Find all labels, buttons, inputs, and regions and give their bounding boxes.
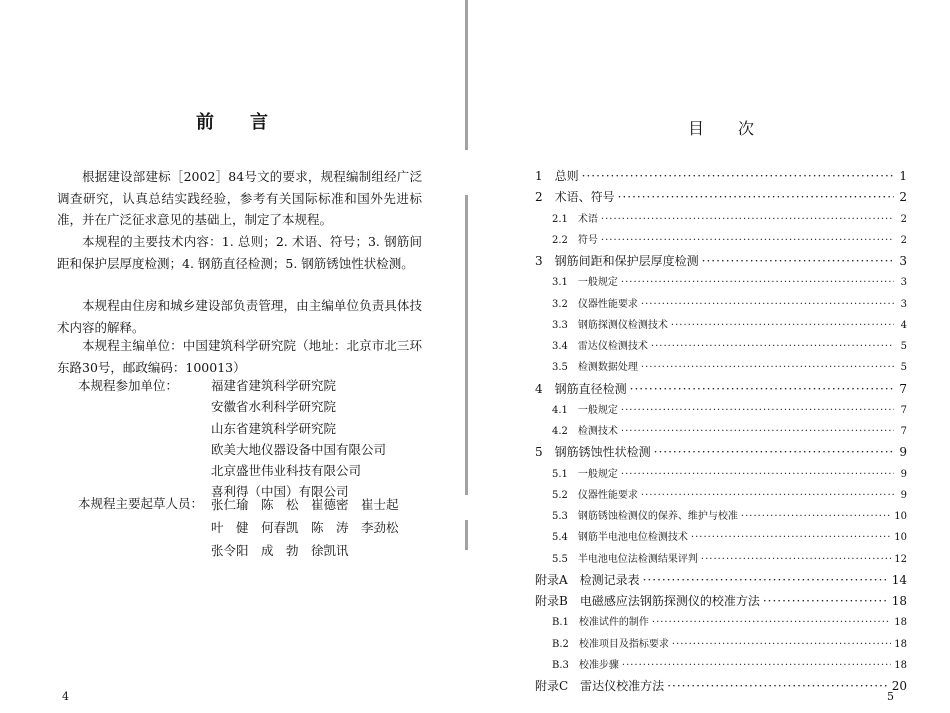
toc-entry-page: 14 bbox=[891, 572, 907, 587]
toc-entry[interactable] bbox=[535, 167, 907, 188]
preface-title: 前言 bbox=[196, 112, 304, 133]
toc-leader-dots bbox=[621, 405, 894, 416]
toc-entry-label: 5 钢筋锈蚀性状检测 bbox=[535, 445, 651, 460]
toc-entry-page: 18 bbox=[894, 617, 907, 629]
toc-leader-dots bbox=[654, 445, 894, 459]
toc-entry[interactable] bbox=[535, 507, 907, 528]
toc-entry[interactable] bbox=[535, 592, 907, 613]
toc-entry[interactable] bbox=[535, 443, 907, 464]
toc-entry[interactable] bbox=[535, 401, 907, 422]
toc-entry[interactable] bbox=[535, 231, 907, 252]
toc-entry-label: B.2 校准项目及指标要求 bbox=[552, 638, 669, 650]
toc-entry-label: 5.2 仪器性能要求 bbox=[552, 489, 638, 501]
toc-leader-dots bbox=[630, 382, 894, 396]
toc-entry-label: 4.1 一般规定 bbox=[552, 404, 618, 416]
toc-leader-dots bbox=[691, 532, 891, 543]
preface-paragraph: 本规程主编单位：中国建筑科学研究院（地址：北京市北三环东路30号，邮政编码：100013） bbox=[57, 338, 422, 375]
toc-entry-label: 5.1 一般规定 bbox=[552, 468, 618, 480]
participants-label-text: 本规程参加单位： bbox=[78, 378, 179, 393]
toc-entry-label: 3.5 检测数据处理 bbox=[552, 362, 638, 374]
toc-entry-label: 4 钢筋直径检测 bbox=[535, 381, 627, 396]
participant-unit: 喜利得（中国）有限公司 bbox=[211, 484, 349, 500]
toc-entry-label: 3.4 雷达仪检测技术 bbox=[552, 341, 648, 352]
toc-entry[interactable] bbox=[535, 635, 907, 656]
toc-entry-page: 5 bbox=[900, 341, 907, 352]
toc-entry[interactable] bbox=[535, 677, 907, 698]
toc-entry[interactable] bbox=[535, 550, 907, 571]
toc-entry[interactable] bbox=[535, 188, 907, 209]
toc-entry-page: 9 bbox=[900, 468, 907, 480]
toc-entry[interactable] bbox=[535, 422, 907, 443]
toc-entry-label: 2.1 术语 bbox=[552, 213, 598, 225]
toc-entry-page: 10 bbox=[894, 532, 907, 544]
toc-entry-label: 附录A 检测记录表 bbox=[535, 572, 640, 587]
toc-leader-dots bbox=[621, 426, 894, 437]
toc-entry-page: 2 bbox=[900, 234, 907, 246]
toc-entry[interactable] bbox=[535, 316, 907, 337]
toc-entry-label: 3 钢筋间距和保护层厚度检测 bbox=[535, 254, 699, 268]
toc-leader-dots bbox=[667, 679, 889, 693]
toc-entry-page: 9 bbox=[900, 489, 907, 501]
toc-entry[interactable] bbox=[535, 252, 907, 273]
toc-leader-dots bbox=[641, 362, 894, 373]
preface-paragraph: 本规程的主要技术内容：1. 总则；2. 术语、符号；3. 钢筋间距和保护层厚度检测；4. 钢筋直径检测；5. 钢筋锈蚀性状检测。 bbox=[57, 234, 422, 271]
toc-entry-label: 3.3 钢筋探测仪检测技术 bbox=[552, 319, 668, 331]
toc-entry-label: 1 总则 bbox=[535, 169, 579, 183]
toc-entry-page: 18 bbox=[894, 659, 907, 671]
participants-label bbox=[78, 375, 178, 396]
toc-entry[interactable] bbox=[535, 337, 907, 358]
page-number-right: 5 bbox=[887, 690, 894, 703]
toc-entry-page: 10 bbox=[894, 511, 907, 522]
toc-entry[interactable] bbox=[535, 273, 907, 294]
toc-entry-page: 7 bbox=[900, 426, 907, 437]
preface-paragraph: 根据建设部建标［2002］84号文的要求，规程编制组经广泛调查研究，认真总结实践经验，参考有关国际标准和国外先进标准，并在广泛征求意见的基础上，制定了本规程。 bbox=[57, 169, 422, 227]
toc-entry-label: 3.2 仪器性能要求 bbox=[552, 298, 638, 310]
drafter-line: 张令阳 成 勃 徐凯讯 bbox=[211, 543, 349, 558]
toc-entry[interactable] bbox=[535, 465, 907, 486]
toc-entry-label: B.1 校准试件的制作 bbox=[552, 617, 649, 629]
toc-leader-dots bbox=[643, 573, 889, 587]
toc-entry-page: 7 bbox=[899, 381, 907, 396]
toc-leader-dots bbox=[601, 235, 894, 246]
toc-entry-page: 12 bbox=[894, 553, 907, 565]
page-number-left: 4 bbox=[62, 690, 69, 703]
toc-entry-page: 3 bbox=[900, 277, 907, 289]
toc-entry-page: 2 bbox=[900, 213, 907, 225]
toc-entry-label: 附录B 电磁感应法钢筋探测仪的校准方法 bbox=[535, 594, 760, 608]
toc-entry[interactable] bbox=[535, 528, 907, 549]
table-of-contents bbox=[535, 167, 907, 698]
toc-leader-dots bbox=[652, 617, 891, 628]
toc-entry-label: 2 术语、符号 bbox=[535, 190, 615, 205]
drafters-list bbox=[211, 493, 399, 562]
toc-leader-dots bbox=[701, 554, 891, 565]
toc-entry-page: 7 bbox=[900, 404, 907, 416]
toc-leader-dots bbox=[622, 660, 891, 671]
toc-entry-page: 5 bbox=[900, 362, 907, 374]
toc-entry[interactable] bbox=[535, 210, 907, 231]
toc-leader-dots bbox=[621, 469, 894, 480]
toc-entry-page: 18 bbox=[891, 594, 907, 608]
toc-entry[interactable] bbox=[535, 295, 907, 316]
toc-entry-label: 3.1 一般规定 bbox=[552, 277, 618, 289]
drafters-label-text: 本规程主要起草人员： bbox=[78, 496, 204, 511]
left-page-preface bbox=[0, 0, 470, 713]
drafter-line: 叶 健 何春凯 陈 涛 李劲松 bbox=[211, 520, 399, 535]
toc-entry-page: 9 bbox=[899, 445, 907, 460]
toc-entry[interactable] bbox=[535, 486, 907, 507]
participant-unit: 安徽省水利科学研究院 bbox=[211, 399, 337, 415]
toc-entry[interactable] bbox=[535, 571, 907, 592]
toc-entry-page: 18 bbox=[894, 638, 907, 650]
contents-title: 目次 bbox=[688, 119, 789, 138]
toc-entry-page: 2 bbox=[899, 190, 907, 205]
toc-leader-dots bbox=[702, 254, 894, 268]
participant-unit: 欧美大地仪器设备中国有限公司 bbox=[211, 441, 387, 457]
toc-leader-dots bbox=[621, 277, 894, 288]
participant-unit: 福建省建筑科学研究院 bbox=[211, 378, 337, 393]
toc-entry-page: 4 bbox=[900, 319, 907, 331]
participant-unit: 山东省建筑科学研究院 bbox=[211, 420, 337, 436]
toc-entry-label: 5.5 半电池电位法检测结果评判 bbox=[552, 553, 698, 565]
drafter-line: 张仁瑜 陈 松 崔德密 崔士起 bbox=[211, 497, 399, 512]
toc-entry[interactable] bbox=[535, 380, 907, 401]
toc-entry-label: 5.3 钢筋锈蚀检测仪的保养、维护与校准 bbox=[552, 511, 738, 522]
toc-leader-dots bbox=[582, 169, 894, 183]
toc-entry-label: 附录C 雷达仪校准方法 bbox=[535, 679, 665, 693]
toc-entry-page: 1 bbox=[899, 169, 907, 183]
toc-entry-page: 20 bbox=[891, 679, 907, 693]
preface-paragraph: 本规程由住房和城乡建设部负责管理，由主编单位负责具体技术内容的解释。 bbox=[57, 298, 422, 335]
participant-units-list bbox=[211, 375, 386, 503]
participant-unit: 北京盛世伟业科技有限公司 bbox=[211, 463, 362, 479]
toc-entry-page: 3 bbox=[900, 298, 907, 310]
toc-leader-dots bbox=[651, 341, 894, 352]
toc-entry-label: 4.2 检测技术 bbox=[552, 426, 618, 437]
toc-leader-dots bbox=[671, 320, 894, 331]
toc-entry[interactable] bbox=[535, 613, 907, 634]
toc-entry-label: 5.4 钢筋半电池电位检测技术 bbox=[552, 532, 688, 544]
toc-leader-dots bbox=[641, 299, 894, 310]
toc-leader-dots bbox=[763, 594, 889, 608]
toc-entry-label: 2.2 符号 bbox=[552, 234, 598, 246]
toc-entry-label: B.3 校准步骤 bbox=[552, 659, 619, 671]
drafters-label bbox=[78, 493, 203, 514]
toc-entry[interactable] bbox=[535, 358, 907, 379]
toc-leader-dots bbox=[601, 214, 894, 225]
toc-leader-dots bbox=[741, 511, 891, 522]
toc-entry[interactable] bbox=[535, 656, 907, 677]
toc-entry-page: 3 bbox=[899, 254, 907, 268]
toc-leader-dots bbox=[641, 490, 894, 501]
toc-leader-dots bbox=[672, 639, 891, 650]
toc-leader-dots bbox=[618, 190, 894, 204]
